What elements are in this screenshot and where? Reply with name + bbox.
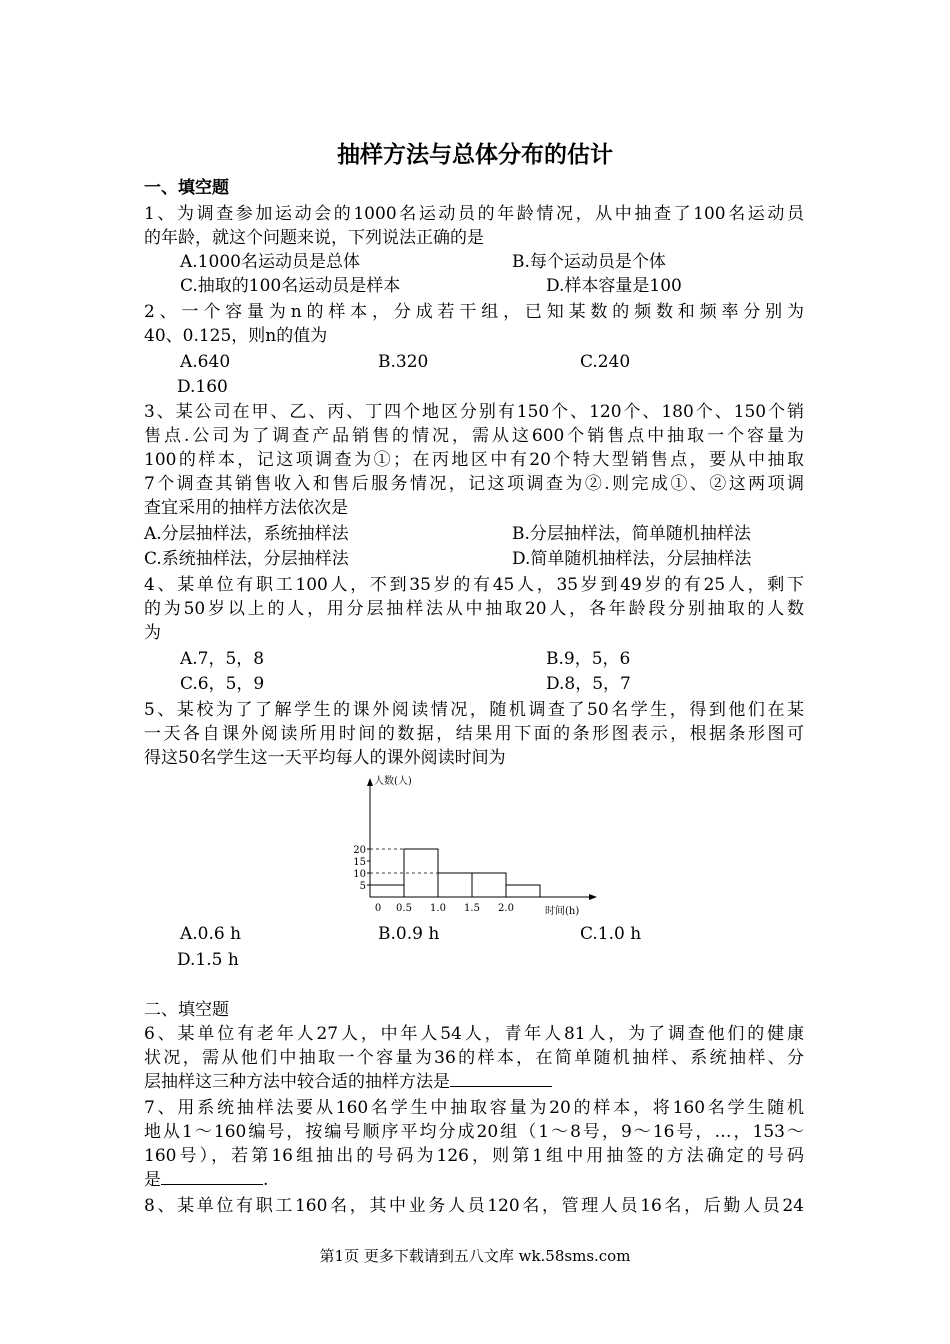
q1-line-1: 1、为调查参加运动会的1000名运动员的年龄情况，从中抽查了100名运动员 [144, 204, 804, 224]
q3-option-a: A.分层抽样法，系统抽样法 [144, 524, 349, 544]
q2-line-1: 2、一个容量为n的样本，分成若干组，已知某数的频数和频率分别为 [144, 302, 804, 322]
q6-line-3 [144, 1070, 552, 1094]
y-tick-label-0: 5 [359, 881, 366, 892]
q3-line-4: 7个调查其销售收入和售后服务情况，记这项调查为②.则完成①、②这两项调 [144, 474, 804, 494]
q3-option-d: D.简单随机抽样法，分层抽样法 [512, 549, 752, 569]
q2-line-2: 40、0.125，则n的值为 [144, 326, 328, 346]
bar-0 [370, 885, 404, 897]
section-heading-1: 一、填空题 [144, 178, 229, 198]
q7-line-1: 7、用系统抽样法要从160名学生中抽取容量为20的样本，将160名学生随机 [144, 1098, 804, 1118]
q4-option-b: B.9，5，6 [546, 649, 631, 669]
q2-option-a: A.640 [180, 352, 231, 372]
q4-line-1: 4、某单位有职工100人，不到35岁的有45人，35岁到49岁的有25人，剩下 [144, 575, 804, 595]
x-tick-label-3: 1.5 [464, 903, 480, 914]
q5-line-1: 5、某校为了了解学生的课外阅读情况，随机调查了50名学生，得到他们在某 [144, 700, 804, 720]
x-axis-arrow [589, 894, 597, 900]
q3-line-1: 3、某公司在甲、乙、丙、丁四个地区分别有150个、120个、180个、150个销 [144, 402, 804, 422]
q7-line-3: 160号），若第16组抽出的号码为126，则第1组中用抽签的方法确定的号码 [144, 1146, 804, 1166]
q7-line-4 [144, 1168, 268, 1192]
page-footer: 第1页 更多下载请到五八文库 wk.58sms.com [319, 1247, 631, 1265]
bar-2 [438, 873, 472, 897]
x-tick-label-1: 0.5 [396, 903, 412, 914]
q8-line-1: 8、某单位有职工160名，其中业务人员120名，管理人员16名，后勤人员24 [144, 1196, 804, 1216]
q6-line-2: 状况，需从他们中抽取一个容量为36的样本，在简单随机抽样、系统抽样、分 [144, 1048, 804, 1068]
q6-line-1: 6、某单位有老年人27人，中年人54人，青年人81人，为了调查他们的健康 [144, 1024, 804, 1044]
y-tick-label-2: 15 [353, 857, 366, 868]
q7-line-2: 地从1～160编号，按编号顺序平均分成20组（1～8号，9～16号，…，153～ [144, 1122, 804, 1142]
x-axis-label: 时间(h) [545, 906, 580, 917]
q3-line-3: 100的样本，记这项调查为①；在丙地区中有20个特大型销售点，要从中抽取 [144, 450, 804, 470]
q4-line-3: 为 [144, 623, 161, 643]
bar-3 [472, 873, 506, 897]
q5-line-2: 一天各自课外阅读所用时间的数据，结果用下面的条形图表示，根据条形图可 [144, 724, 804, 744]
q2-option-c: C.240 [580, 352, 631, 372]
q3-option-b: B.分层抽样法，简单随机抽样法 [512, 524, 751, 544]
reading-time-bar-chart [340, 770, 610, 920]
bar-4 [506, 885, 540, 897]
q3-line-2: 售点.公司为了调查产品销售的情况，需从这600个销售点中抽取一个容量为 [144, 426, 804, 446]
q5-option-c: C.1.0 h [580, 924, 642, 944]
q4-line-2: 的为50岁以上的人，用分层抽样法从中抽取20人，各年龄段分别抽取的人数 [144, 599, 804, 619]
y-axis-label: 人数(人) [374, 776, 412, 787]
q5-line-3: 得这50名学生这一天平均每人的课外阅读时间为 [144, 748, 506, 768]
q5-option-d: D.1.5 h [177, 950, 239, 970]
q2-option-d: D.160 [177, 377, 228, 397]
q1-option-c: C.抽取的100名运动员是样本 [180, 276, 401, 296]
q4-option-c: C.6，5，9 [180, 674, 265, 694]
q3-option-c: C.系统抽样法，分层抽样法 [144, 549, 349, 569]
q1-line-2: 的年龄，就这个问题来说，下列说法正确的是 [144, 228, 484, 248]
q3-line-5: 查宜采用的抽样方法依次是 [144, 498, 348, 518]
q1-option-d: D.样本容量是100 [546, 276, 682, 296]
q5-option-a: A.0.6 h [180, 924, 242, 944]
y-tick-label-3: 20 [353, 845, 366, 856]
q7-line-4-end: . [263, 1170, 269, 1190]
section-heading-2: 二、填空题 [144, 1000, 229, 1020]
q1-option-b: B.每个运动员是个体 [512, 252, 666, 272]
q1-option-a: A.1000名运动员是总体 [180, 252, 360, 272]
q4-option-d: D.8，5，7 [546, 674, 631, 694]
q5-option-b: B.0.9 h [378, 924, 440, 944]
x-tick-label-2: 1.0 [430, 903, 446, 914]
q6-line-3-text: 层抽样这三种方法中较合适的抽样方法是 [144, 1072, 450, 1092]
x-tick-label-4: 2.0 [498, 903, 514, 914]
q6-answer-blank[interactable] [450, 1071, 552, 1087]
page-title: 抽样方法与总体分布的估计 [337, 142, 613, 168]
q2-option-b: B.320 [378, 352, 429, 372]
q4-option-a: A.7，5，8 [180, 649, 265, 669]
q7-line-4-text: 是 [144, 1170, 161, 1190]
y-axis-arrow [367, 778, 373, 786]
y-tick-label-1: 10 [353, 869, 366, 880]
q7-answer-blank[interactable] [161, 1169, 263, 1185]
x-tick-label-0: 0 [374, 903, 382, 914]
